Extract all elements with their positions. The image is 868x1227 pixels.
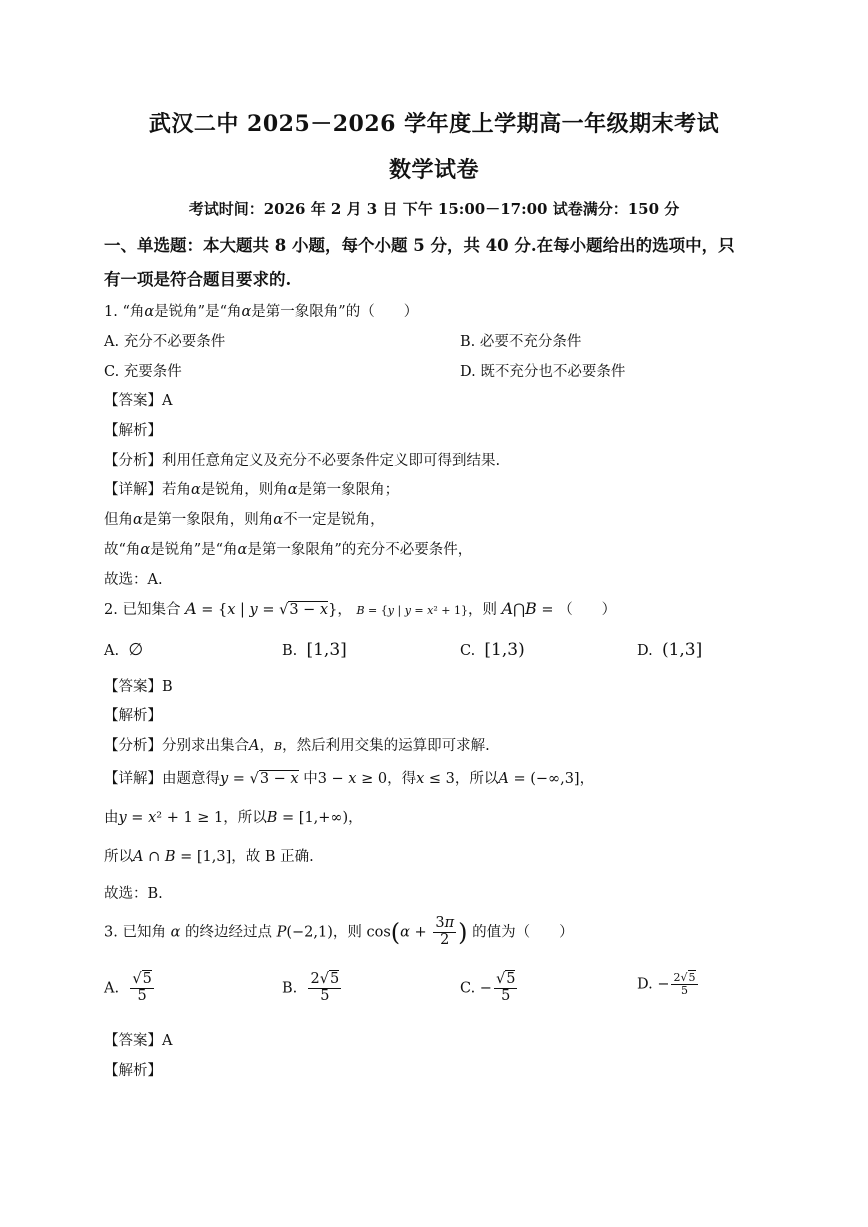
section-heading-line2: 有一项是符合题目要求的. bbox=[104, 270, 292, 289]
q3-option-a: A. $\frac{√5}{5}$ bbox=[104, 971, 152, 1004]
q2-jiexi: 【解析】 bbox=[104, 708, 162, 724]
q1-option-d: D. 既不充分也不必要条件 bbox=[460, 364, 626, 380]
q3-jiexi: 【解析】 bbox=[104, 1063, 162, 1079]
q3-answer: 【答案】A bbox=[104, 1033, 173, 1049]
q1-option-c: C. 充要条件 bbox=[104, 364, 182, 380]
q1-analysis: 【分析】利用任意角定义及充分不必要条件定义即可得到结果. bbox=[104, 453, 501, 469]
q1-option-a: A. 充分不必要条件 bbox=[104, 334, 226, 350]
q1-detail-3: 故“角α是锐角”是“角α是第一象限角”的充分不必要条件， bbox=[104, 542, 473, 558]
q2-stem: 2. 已知集合 A = {x | y = √3 − x}， B = {y | y = x² + 1}，则 A⋂B = （ ） bbox=[104, 599, 617, 618]
q2-detail-3: 所以A ∩ B = [1,3]，故 B 正确. bbox=[104, 849, 314, 865]
q1-detail-2: 但角α是第一象限角，则角α不一定是锐角， bbox=[104, 512, 385, 528]
exam-title: 武汉二中 2025－2026 学年度上学期高一年级期末考试 bbox=[148, 111, 720, 137]
section-heading-line1: 一、单选题：本大题共 8 小题，每个小题 5 分，共 40 分.在每小题给出的选项中，只 bbox=[104, 236, 735, 255]
q1-jiexi: 【解析】 bbox=[104, 423, 162, 439]
q2-analysis: 【分析】分别求出集合A，B，然后利用交集的运算即可求解. bbox=[104, 738, 490, 754]
q3-stem: 3. 已知角 α 的终边经过点 P(−2,1)，则 cos(α + $\frac{3\pi}{2}$ ) 的值为（ ） bbox=[104, 915, 574, 948]
q2-option-c: C. [1,3) bbox=[460, 640, 525, 660]
q2-detail-2: 由y = x² + 1 ≥ 1，所以B = [1,+∞)， bbox=[104, 810, 363, 826]
q1-stem: 1. “角α是锐角”是“角α是第一象限角”的（ ） bbox=[104, 304, 419, 320]
q1-answer: 【答案】A bbox=[104, 393, 173, 409]
q1-option-b: B. 必要不充分条件 bbox=[460, 334, 582, 350]
q2-choose: 故选：B. bbox=[104, 886, 163, 902]
q1-choose: 故选：A. bbox=[104, 572, 163, 588]
q3-option-c: C. − $\frac{√5}{5}$ bbox=[460, 971, 516, 1004]
exam-info: 考试时间：2026 年 2 月 3 日 下午 15:00－17:00 试卷满分：150 分 bbox=[188, 200, 680, 218]
exam-subtitle: 数学试卷 bbox=[388, 157, 479, 183]
q2-detail-1: 【详解】由题意得y = √3 − x 中3 − x ≥ 0，得x ≤ 3，所以A = (−∞,3]， bbox=[104, 771, 595, 787]
q1-detail-1: 【详解】若角α是锐角，则角α是第一象限角； bbox=[104, 482, 400, 498]
q2-option-d: D. (1,3] bbox=[637, 640, 703, 660]
q2-answer: 【答案】B bbox=[104, 679, 173, 695]
q3-option-d: D. − $\frac{2√5}{5}$ bbox=[637, 971, 696, 998]
q2-option-b: B. [1,3] bbox=[282, 640, 347, 660]
q2-option-a: A. ∅ bbox=[104, 640, 144, 660]
q3-option-b: B. $\frac{2√5}{5}$ bbox=[282, 971, 340, 1004]
